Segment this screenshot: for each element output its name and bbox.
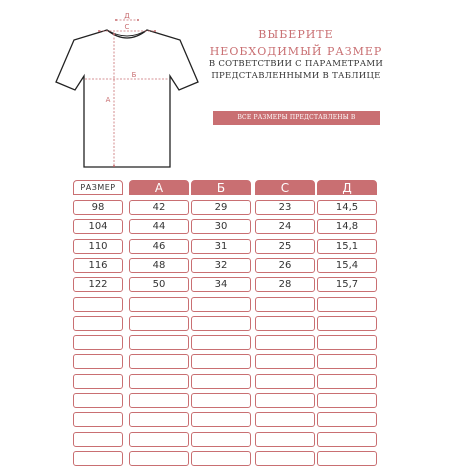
table-cell (73, 335, 123, 350)
table-cell (191, 297, 251, 312)
table-cell (191, 432, 251, 447)
table-cell: 42 (129, 200, 189, 215)
heading-line-1: ВЫБЕРИТЕ (258, 28, 334, 41)
table-cell (255, 316, 315, 331)
table-cell: 31 (191, 239, 251, 254)
table-cell: 48 (129, 258, 189, 273)
table-cell: 50 (129, 277, 189, 292)
table-cell (191, 451, 251, 466)
table-cell (255, 297, 315, 312)
table-cell (255, 335, 315, 350)
table-cell (317, 451, 377, 466)
table-cell: 24 (255, 219, 315, 234)
table-cell: 25 (255, 239, 315, 254)
table-cell (129, 451, 189, 466)
table-cell (73, 412, 123, 427)
header-cell: Б (191, 180, 251, 195)
table-cell: 30 (191, 219, 251, 234)
subheading-line-2: ПРЕДСТАВЛЕННЫМИ В ТАБЛИЦЕ (211, 71, 381, 81)
table-cell (73, 393, 123, 408)
table-cell (317, 374, 377, 389)
table-cell (129, 393, 189, 408)
table-cell: 29 (191, 200, 251, 215)
subheading (206, 58, 386, 82)
table-cell (255, 412, 315, 427)
label-a: А (105, 96, 111, 104)
table-cell (129, 316, 189, 331)
table-cell (73, 316, 123, 331)
table-cell (317, 316, 377, 331)
table-cell: 26 (255, 258, 315, 273)
heading-line-2: НЕОБХОДИМЫЙ РАЗМЕР (209, 45, 383, 58)
table-cell (129, 335, 189, 350)
table-cell: 15,7 (317, 277, 377, 292)
tshirt-outline (56, 30, 198, 167)
table-cell: 14,8 (317, 219, 377, 234)
table-cell (317, 297, 377, 312)
header-cell: С (255, 180, 315, 195)
table-cell: 46 (129, 239, 189, 254)
units-banner: ВСЕ РАЗМЕРЫ ПРЕДСТАВЛЕНЫ В САНТИМЕТРАХ (213, 111, 380, 125)
table-cell (73, 297, 123, 312)
table-cell (191, 374, 251, 389)
table-cell (255, 451, 315, 466)
subheading-line-1: В СОТВЕТСТВИИ С ПАРАМЕТРАМИ (208, 59, 384, 69)
label-c: С (124, 23, 130, 31)
table-cell: 110 (73, 239, 123, 254)
table-cell (255, 374, 315, 389)
table-cell (129, 297, 189, 312)
table-cell (255, 432, 315, 447)
header-cell: Д (317, 180, 377, 195)
header-cell: А (129, 180, 189, 195)
table-cell: 32 (191, 258, 251, 273)
table-cell (73, 354, 123, 369)
table-cell: 14,5 (317, 200, 377, 215)
table-cell: 98 (73, 200, 123, 215)
table-cell: 122 (73, 277, 123, 292)
table-cell (73, 432, 123, 447)
header-cell: РАЗМЕР (73, 180, 123, 195)
table-cell: 116 (73, 258, 123, 273)
table-cell (191, 354, 251, 369)
table-cell (129, 412, 189, 427)
table-cell (129, 374, 189, 389)
table-cell (255, 354, 315, 369)
table-cell (191, 393, 251, 408)
label-d: Д (124, 12, 130, 20)
table-cell: 23 (255, 200, 315, 215)
table-cell (255, 393, 315, 408)
table-cell (73, 374, 123, 389)
table-cell (317, 412, 377, 427)
table-cell (129, 432, 189, 447)
table-cell (191, 316, 251, 331)
table-cell: 44 (129, 219, 189, 234)
heading (206, 26, 386, 60)
table-cell (317, 335, 377, 350)
table-cell (317, 432, 377, 447)
table-cell: 34 (191, 277, 251, 292)
table-cell (73, 451, 123, 466)
table-cell (129, 354, 189, 369)
table-cell: 15,4 (317, 258, 377, 273)
label-b: Б (131, 71, 137, 79)
table-cell (191, 412, 251, 427)
tshirt-diagram (52, 12, 202, 172)
table-cell (317, 393, 377, 408)
table-cell (317, 354, 377, 369)
table-cell: 15,1 (317, 239, 377, 254)
table-cell: 104 (73, 219, 123, 234)
table-cell (191, 335, 251, 350)
table-cell: 28 (255, 277, 315, 292)
